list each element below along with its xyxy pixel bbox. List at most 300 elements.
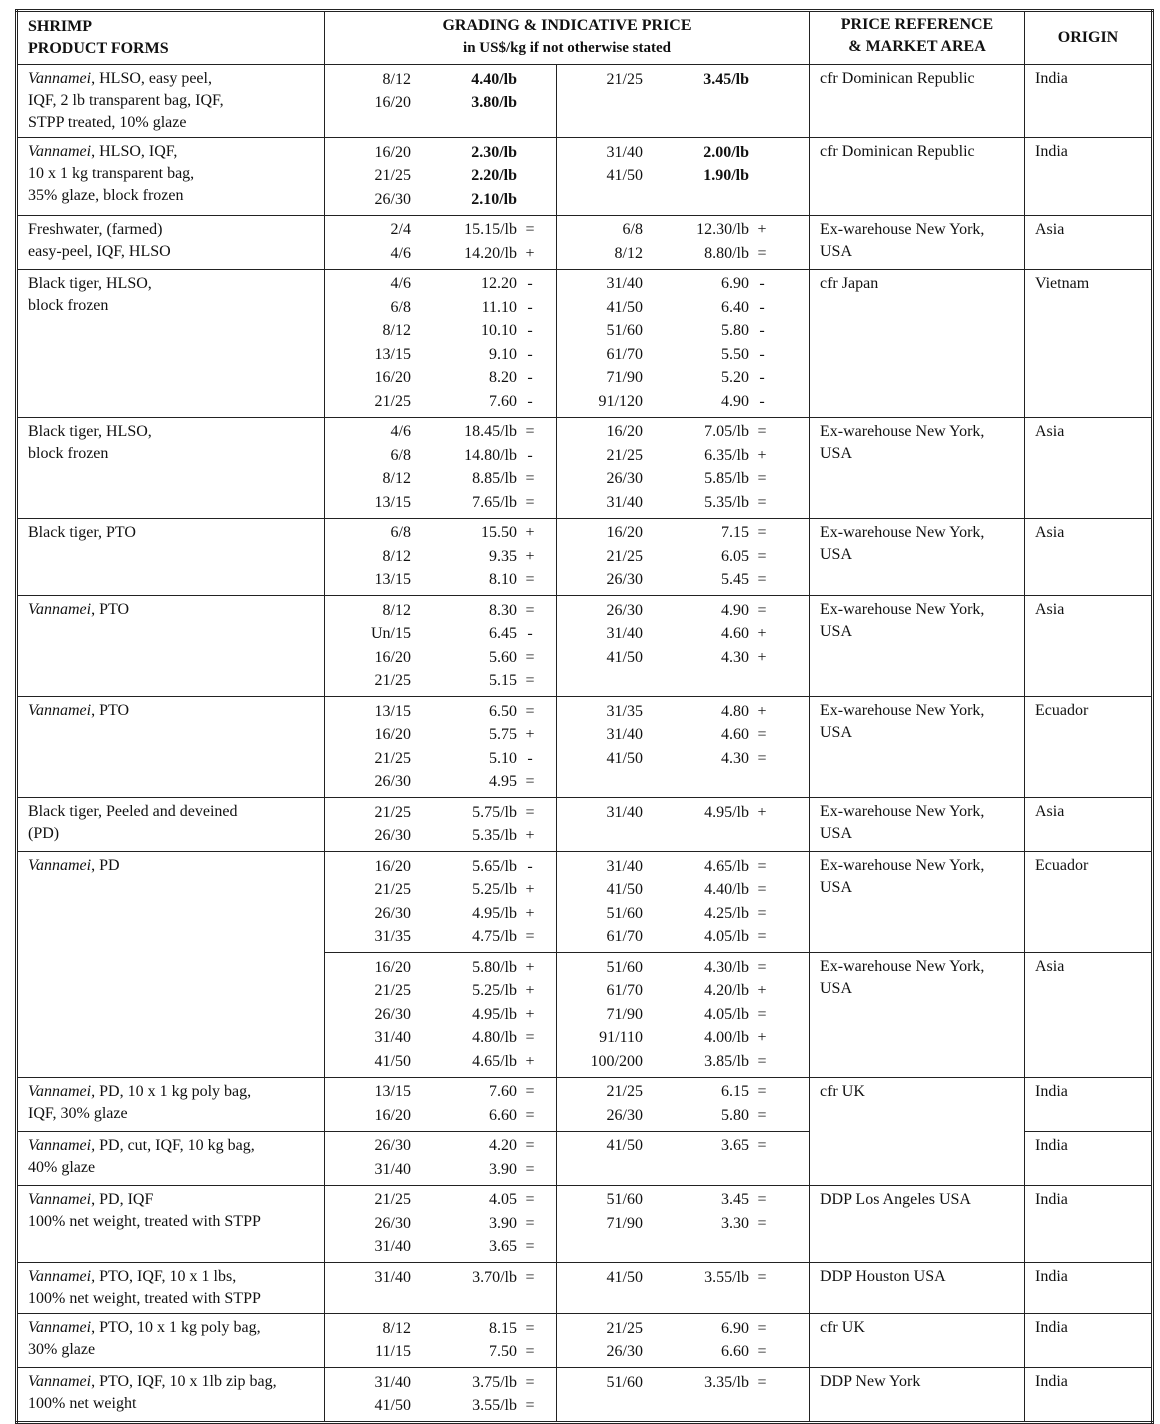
grade-size: 11/15 <box>375 1343 411 1361</box>
price-line <box>325 68 556 92</box>
price-line <box>557 1212 809 1236</box>
price-value: 5.35/lb <box>472 827 517 845</box>
price-value: 14.80/lb <box>464 446 517 464</box>
trend-indicator: + <box>525 982 535 1000</box>
price-line <box>325 1189 556 1213</box>
price-reference-cell: cfr Japan <box>810 269 1025 417</box>
price-line <box>557 390 809 414</box>
price-value: 5.60 <box>489 648 517 666</box>
grade-size: 21/25 <box>606 547 643 565</box>
grade-size: 16/20 <box>374 857 411 875</box>
trend-indicator: = <box>525 493 535 511</box>
price-value: 5.25/lb <box>472 881 517 899</box>
product-form-cell <box>17 65 325 138</box>
price-line <box>557 320 809 344</box>
grade-size: 16/20 <box>374 94 411 112</box>
price-line <box>557 1081 809 1105</box>
price-line <box>325 545 556 569</box>
price-column-right <box>557 852 810 953</box>
price-column-right <box>557 215 810 269</box>
price-value: 2.10/lb <box>471 190 517 208</box>
grade-size: 41/50 <box>606 648 643 666</box>
grade-size: 51/60 <box>606 958 643 976</box>
grade-size: 41/50 <box>374 1052 411 1070</box>
product-text: Vannamei, <box>28 1136 96 1154</box>
price-value: 7.50 <box>489 1343 517 1361</box>
grade-size: 31/40 <box>374 1268 411 1286</box>
grade-size: 41/50 <box>606 881 643 899</box>
grade-size: 31/40 <box>374 1373 411 1391</box>
trend-indicator: - <box>527 749 533 767</box>
product-form-cell <box>17 215 325 269</box>
price-line <box>325 646 556 670</box>
price-column-left <box>325 269 557 417</box>
price-value: 3.85/lb <box>704 1052 749 1070</box>
trend-indicator: = <box>525 1397 535 1415</box>
product-text: 100% net weight, treated with STPP <box>28 1290 261 1307</box>
price-column-left <box>325 798 557 852</box>
header-grading-price <box>325 11 810 65</box>
trend-indicator: = <box>525 601 535 619</box>
price-column-right <box>557 1314 810 1368</box>
product-text: Vannamei <box>28 702 92 719</box>
price-column-left <box>325 215 557 269</box>
price-reference-cell: Ex-warehouse New York, USA <box>810 215 1025 269</box>
price-value: 15.15/lb <box>464 221 517 239</box>
price-value: 8.85/lb <box>472 470 517 488</box>
price-line <box>557 141 809 165</box>
trend-indicator: - <box>527 857 533 875</box>
trend-indicator: + <box>525 524 535 542</box>
product-text: Vannamei <box>28 1190 92 1208</box>
price-line <box>325 825 556 849</box>
price-value: 4.75/lb <box>472 928 517 946</box>
header-line: PRODUCT FORMS <box>28 40 169 57</box>
header-line: SHRIMP <box>28 18 92 35</box>
grade-size: 13/15 <box>374 571 411 589</box>
price-value: 4.30 <box>721 749 749 767</box>
trend-indicator: + <box>757 648 767 666</box>
grade-size: 26/30 <box>606 571 643 589</box>
trend-indicator: = <box>525 1319 535 1337</box>
price-column-left <box>325 697 557 798</box>
price-line <box>325 1158 556 1182</box>
price-line <box>557 902 809 926</box>
price-value: 12.30/lb <box>696 221 749 239</box>
grade-size: 26/30 <box>606 470 643 488</box>
price-line <box>557 219 809 243</box>
price-column-right <box>557 1368 810 1423</box>
grade-size: 21/25 <box>374 167 411 185</box>
trend-indicator: + <box>757 625 767 643</box>
trend-indicator: = <box>757 958 767 976</box>
price-column-right <box>557 798 810 852</box>
price-value: 3.75/lb <box>472 1373 517 1391</box>
price-line <box>557 421 809 445</box>
price-line <box>325 188 556 212</box>
trend-indicator: - <box>759 275 765 293</box>
price-value: 4.65/lb <box>472 1052 517 1070</box>
price-value: 4.20 <box>489 1137 517 1155</box>
price-value: 4.00/lb <box>704 1029 749 1047</box>
product-text: IQF, 2 lb transparent bag, IQF, <box>28 92 224 109</box>
trend-indicator: = <box>757 1137 767 1155</box>
price-value: 2.30/lb <box>471 143 517 161</box>
grade-size: 21/25 <box>606 1319 643 1337</box>
product-text: Vannamei <box>28 1319 92 1336</box>
price-value: 5.35/lb <box>704 493 749 511</box>
product-text: Vannamei <box>28 143 92 160</box>
trend-indicator: = <box>525 1029 535 1047</box>
grade-size: 21/25 <box>606 446 643 464</box>
price-line <box>325 1081 556 1105</box>
table-header-row <box>17 11 1153 65</box>
origin-cell: Vietnam <box>1025 269 1153 417</box>
trend-indicator: = <box>757 1052 767 1070</box>
price-value: 4.90 <box>721 392 749 410</box>
price-value: 4.60 <box>721 726 749 744</box>
price-line <box>325 1236 556 1260</box>
trend-indicator: = <box>525 1137 535 1155</box>
price-value: 4.05/lb <box>704 928 749 946</box>
price-line <box>325 1341 556 1365</box>
grade-size: 41/50 <box>606 1137 643 1155</box>
grade-size: 31/40 <box>606 143 643 161</box>
price-column-left <box>325 596 557 697</box>
trend-indicator: = <box>525 1083 535 1101</box>
grade-size: 21/25 <box>374 881 411 899</box>
trend-indicator: + <box>525 958 535 976</box>
price-column-right <box>557 1077 810 1131</box>
trend-indicator: - <box>759 298 765 316</box>
price-line <box>557 1027 809 1051</box>
price-value: 3.80/lb <box>471 94 517 112</box>
price-value: 9.10 <box>489 345 517 363</box>
trend-indicator: = <box>525 1268 535 1286</box>
trend-indicator: + <box>757 221 767 239</box>
trend-indicator: + <box>525 1005 535 1023</box>
price-line <box>557 273 809 297</box>
price-line <box>557 801 809 825</box>
trend-indicator: + <box>525 244 535 262</box>
price-line <box>557 68 809 92</box>
product-text: 40% glaze <box>28 1158 96 1176</box>
trend-indicator: + <box>525 904 535 922</box>
product-form-cell <box>17 1077 325 1131</box>
price-value: 6.15 <box>721 1083 749 1101</box>
price-column-right <box>557 1131 810 1185</box>
grade-size: 8/12 <box>382 1319 411 1337</box>
header-product-forms <box>17 11 325 65</box>
product-text: Vannamei, <box>28 1082 96 1100</box>
grade-size: 16/20 <box>374 726 411 744</box>
price-line <box>557 1371 809 1395</box>
price-column-right <box>557 65 810 138</box>
price-line <box>325 92 556 116</box>
grade-size: 4/6 <box>390 275 411 293</box>
grade-size: 31/35 <box>606 702 643 720</box>
price-report-document <box>15 9 1151 1424</box>
trend-indicator: = <box>757 423 767 441</box>
grade-size: 16/20 <box>374 958 411 976</box>
price-value: 5.45 <box>721 571 749 589</box>
price-value: 4.95 <box>489 773 517 791</box>
product-text: Black tiger, HLSO, <box>28 274 152 292</box>
trend-indicator: = <box>525 702 535 720</box>
price-line <box>325 956 556 980</box>
price-line <box>325 623 556 647</box>
table-row <box>17 138 1153 216</box>
trend-indicator: = <box>757 547 767 565</box>
price-line <box>325 165 556 189</box>
price-line <box>557 343 809 367</box>
price-line <box>557 646 809 670</box>
price-column-left <box>325 1077 557 1131</box>
price-value: 3.45/lb <box>703 70 749 88</box>
price-value: 6.45 <box>489 625 517 643</box>
price-value: 4.60 <box>721 625 749 643</box>
price-value: 3.45 <box>721 1191 749 1209</box>
trend-indicator: + <box>525 547 535 565</box>
price-value: 5.80 <box>721 1106 749 1124</box>
grade-size: 21/25 <box>606 70 643 88</box>
price-column-left <box>325 417 557 518</box>
grade-size: Un/15 <box>371 625 411 643</box>
grade-size: 26/30 <box>374 1137 411 1155</box>
price-value: 5.80 <box>721 322 749 340</box>
origin-cell: Asia <box>1025 417 1153 518</box>
grade-size: 26/30 <box>374 827 411 845</box>
grade-size: 26/30 <box>374 904 411 922</box>
price-column-left <box>325 1263 557 1314</box>
trend-indicator: - <box>527 392 533 410</box>
grade-size: 71/90 <box>606 1005 643 1023</box>
price-value: 7.05/lb <box>704 423 749 441</box>
grade-size: 8/12 <box>614 244 643 262</box>
grade-size: 16/20 <box>374 648 411 666</box>
trend-indicator: - <box>527 298 533 316</box>
trend-indicator: = <box>757 749 767 767</box>
price-line <box>325 444 556 468</box>
header-line: GRADING & INDICATIVE PRICE <box>442 17 692 34</box>
grade-size: 26/30 <box>374 190 411 208</box>
grade-size: 91/120 <box>598 392 643 410</box>
origin-cell: Asia <box>1025 518 1153 596</box>
grade-size: 41/50 <box>606 167 643 185</box>
product-text: block frozen <box>28 444 109 462</box>
price-value: 6.60 <box>489 1106 517 1124</box>
price-line <box>557 879 809 903</box>
price-line <box>557 1266 809 1290</box>
grade-size: 61/70 <box>606 982 643 1000</box>
grade-size: 26/30 <box>374 773 411 791</box>
grade-size: 21/25 <box>374 1191 411 1209</box>
grade-size: 8/12 <box>382 322 411 340</box>
trend-indicator: = <box>525 1238 535 1256</box>
trend-indicator: = <box>757 1343 767 1361</box>
product-text: , HLSO, easy peel, <box>91 70 212 87</box>
grade-size: 31/40 <box>374 1238 411 1256</box>
trend-indicator: = <box>525 1191 535 1209</box>
grade-size: 26/30 <box>606 1343 643 1361</box>
price-line <box>557 1135 809 1159</box>
price-value: 5.75/lb <box>472 803 517 821</box>
price-value: 5.75 <box>489 726 517 744</box>
trend-indicator: = <box>525 1343 535 1361</box>
grade-size: 26/30 <box>374 1214 411 1232</box>
price-value: 4.20/lb <box>704 982 749 1000</box>
product-text: Black tiger, Peeled and deveined <box>28 803 238 820</box>
price-line <box>325 320 556 344</box>
price-line <box>557 926 809 950</box>
price-line <box>325 801 556 825</box>
product-form-cell <box>17 138 325 216</box>
grade-size: 21/25 <box>374 672 411 690</box>
price-line <box>325 1266 556 1290</box>
price-line <box>557 700 809 724</box>
price-value: 8.20 <box>489 369 517 387</box>
price-value: 4.05 <box>489 1191 517 1209</box>
origin-cell: India <box>1025 1314 1153 1368</box>
product-form-cell <box>17 1131 325 1185</box>
product-text: Vannamei <box>28 601 92 618</box>
grade-size: 31/40 <box>606 275 643 293</box>
price-line <box>325 1027 556 1051</box>
price-value: 18.45/lb <box>464 423 517 441</box>
price-value: 6.90 <box>721 275 749 293</box>
trend-indicator: - <box>527 345 533 363</box>
price-value: 8.15 <box>489 1319 517 1337</box>
origin-cell: India <box>1025 138 1153 216</box>
grade-size: 16/20 <box>606 524 643 542</box>
grade-size: 13/15 <box>374 702 411 720</box>
product-text: PTO, IQF, 10 x 1 lbs, <box>95 1268 237 1285</box>
price-column-left <box>325 1368 557 1423</box>
origin-cell: Asia <box>1025 798 1153 852</box>
grade-size: 13/15 <box>374 1083 411 1101</box>
trend-indicator: + <box>525 726 535 744</box>
trend-indicator: - <box>759 392 765 410</box>
origin-cell: Asia <box>1025 596 1153 697</box>
price-line <box>557 296 809 320</box>
grade-size: 31/40 <box>606 625 643 643</box>
price-value: 3.65 <box>721 1137 749 1155</box>
price-line <box>557 956 809 980</box>
product-form-cell <box>17 1185 325 1263</box>
price-value: 5.80/lb <box>472 958 517 976</box>
price-reference-cell: Ex-warehouse New York, USA <box>810 852 1025 953</box>
origin-cell: Ecuador <box>1025 697 1153 798</box>
price-line <box>557 855 809 879</box>
price-column-left <box>325 1185 557 1263</box>
price-line <box>325 926 556 950</box>
price-line <box>557 747 809 771</box>
price-value: 3.55/lb <box>704 1268 749 1286</box>
price-line <box>325 1371 556 1395</box>
price-column-right <box>557 1185 810 1263</box>
grade-size: 8/12 <box>382 601 411 619</box>
price-value: 5.20 <box>721 369 749 387</box>
price-line <box>325 747 556 771</box>
product-text: 30% glaze <box>28 1341 96 1358</box>
price-value: 5.15 <box>489 672 517 690</box>
grade-size: 51/60 <box>606 1191 643 1209</box>
trend-indicator: = <box>525 1214 535 1232</box>
trend-indicator: - <box>527 322 533 340</box>
product-text: Vannamei <box>28 857 92 874</box>
grade-size: 71/90 <box>606 369 643 387</box>
price-value: 4.30 <box>721 648 749 666</box>
price-value: 4.05/lb <box>704 1005 749 1023</box>
price-reference-cell: DDP New York <box>810 1368 1025 1423</box>
grade-size: 41/50 <box>606 1268 643 1286</box>
product-text: 35% glaze, block frozen <box>28 187 184 204</box>
price-column-right <box>557 953 810 1078</box>
price-column-right <box>557 269 810 417</box>
grade-size: 13/15 <box>374 345 411 363</box>
header-price-reference <box>810 11 1025 65</box>
trend-indicator: = <box>757 470 767 488</box>
product-text: , PTO, 10 x 1 kg poly bag, <box>91 1319 261 1336</box>
price-line <box>557 522 809 546</box>
price-column-right <box>557 518 810 596</box>
price-reference-cell: Ex-warehouse New York, USA <box>810 417 1025 518</box>
price-reference-cell: cfr Dominican Republic <box>810 138 1025 216</box>
price-column-right <box>557 1263 810 1314</box>
grade-size: 6/8 <box>390 446 411 464</box>
origin-cell: India <box>1025 1263 1153 1314</box>
table-row <box>17 215 1153 269</box>
grade-size: 51/60 <box>606 322 643 340</box>
price-line <box>325 367 556 391</box>
price-value: 9.35 <box>489 547 517 565</box>
price-line <box>325 242 556 266</box>
product-form-cell <box>17 798 325 852</box>
price-line <box>557 1050 809 1074</box>
price-line <box>557 1003 809 1027</box>
product-text: 10 x 1 kg transparent bag, <box>28 165 195 182</box>
table-row <box>17 65 1153 138</box>
price-line <box>325 219 556 243</box>
product-text: , HLSO, IQF, <box>91 143 178 160</box>
grade-size: 41/50 <box>606 298 643 316</box>
origin-cell: Ecuador <box>1025 852 1153 953</box>
price-line <box>325 879 556 903</box>
grade-size: 51/60 <box>606 1373 643 1391</box>
grade-size: 6/8 <box>390 524 411 542</box>
price-value: 4.95/lb <box>704 803 749 821</box>
table-row <box>17 417 1153 518</box>
price-line <box>557 165 809 189</box>
price-line <box>325 670 556 694</box>
header-line: & MARKET AREA <box>848 38 986 55</box>
price-line <box>325 421 556 445</box>
price-value: 3.90 <box>489 1160 517 1178</box>
product-text: Vannamei <box>28 70 92 87</box>
grade-size: 16/20 <box>374 369 411 387</box>
price-value: 3.35/lb <box>704 1373 749 1391</box>
grade-size: 21/25 <box>606 1083 643 1101</box>
price-value: 6.90 <box>721 1319 749 1337</box>
grade-size: 8/12 <box>382 70 411 88</box>
price-line <box>325 700 556 724</box>
trend-indicator: = <box>525 803 535 821</box>
price-line <box>325 569 556 593</box>
price-line <box>325 491 556 515</box>
price-value: 7.60 <box>489 1083 517 1101</box>
price-value: 4.30/lb <box>704 958 749 976</box>
price-line <box>557 1104 809 1128</box>
